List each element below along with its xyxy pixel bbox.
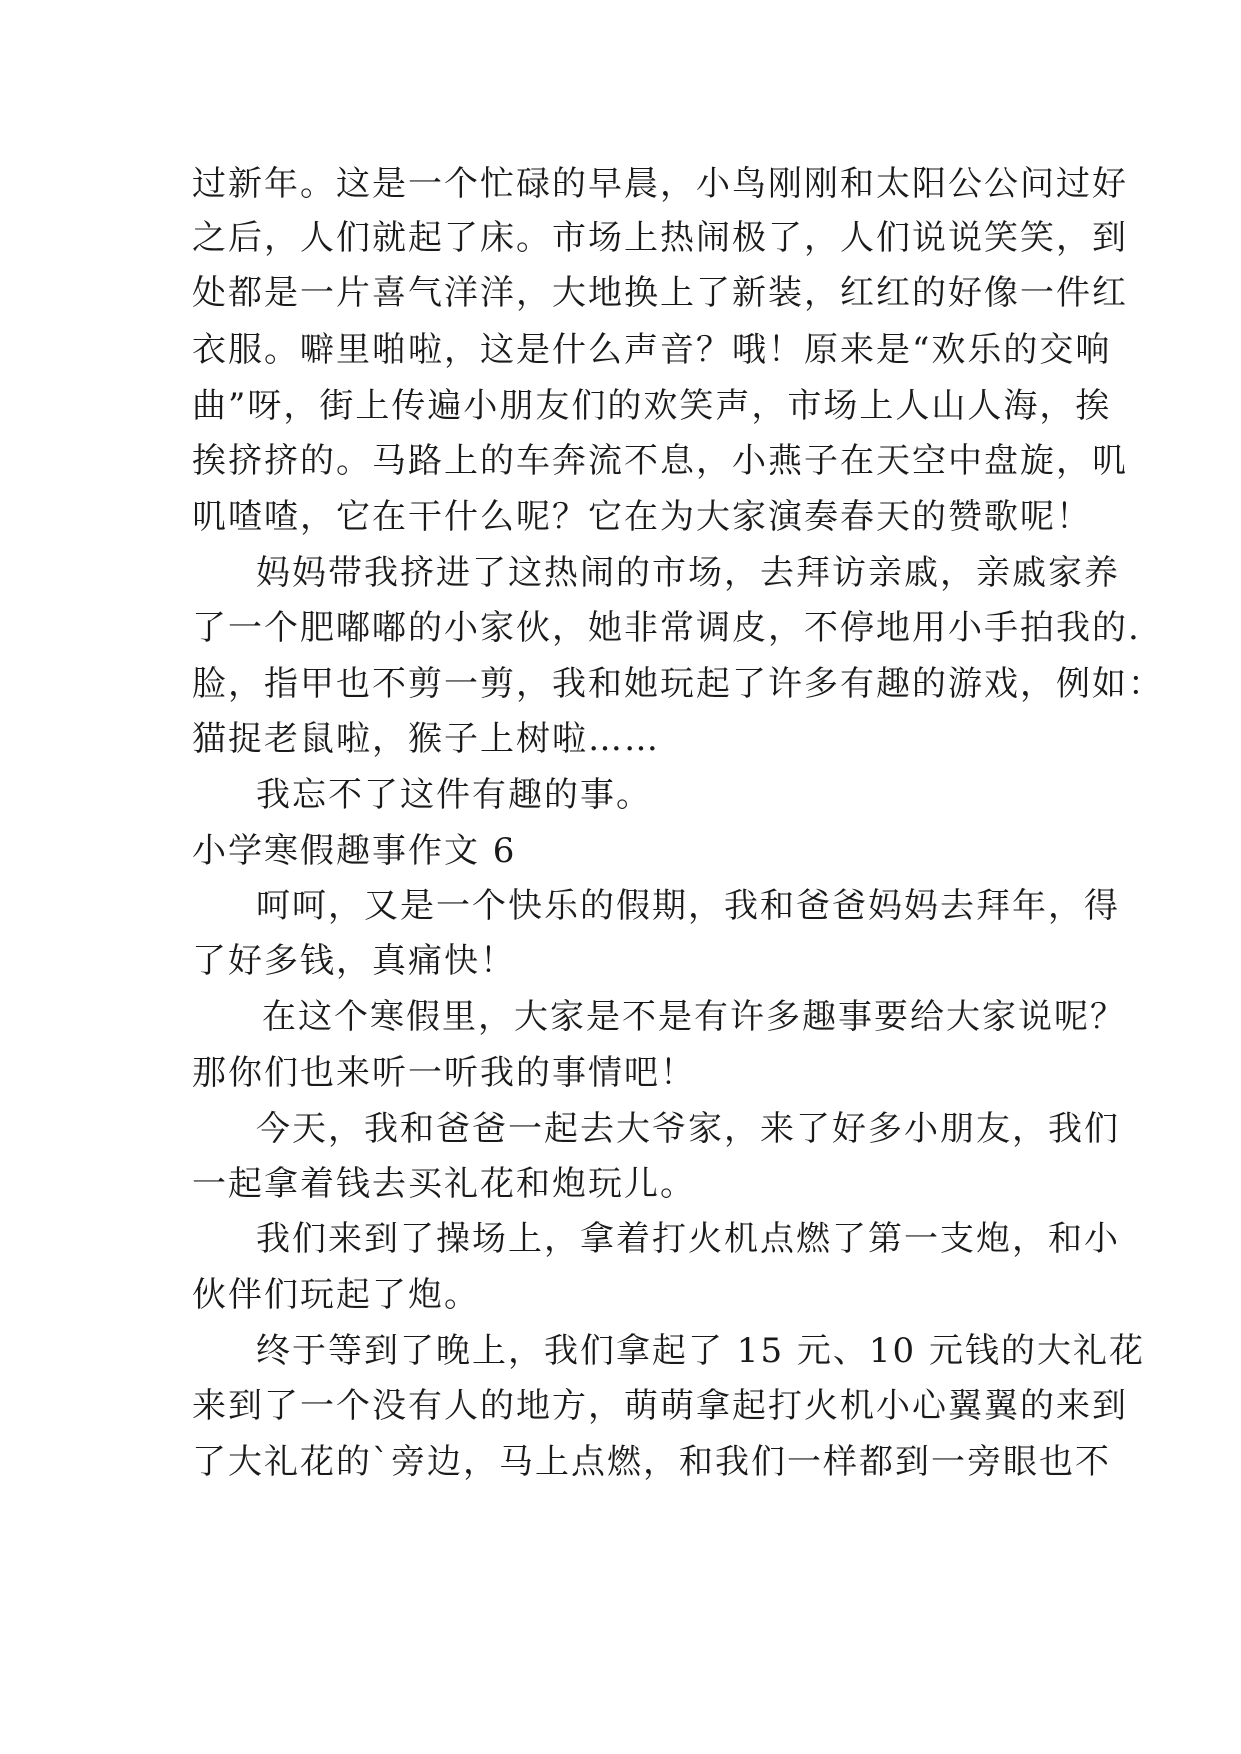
text-line: 一起拿着钱去买礼花和炮玩儿。 <box>192 1164 696 1204</box>
paragraph-start-line: 呵呵，又是一个快乐的假期，我和爸爸妈妈去拜年，得 <box>256 886 1120 926</box>
text-line: 伙伴们玩起了炮。 <box>192 1275 480 1315</box>
paragraph-start-line: 今天，我和爸爸一起去大爷家，来了好多小朋友，我们 <box>256 1109 1120 1149</box>
text-line: 猫捉老鼠啦，猴子上树啦…… <box>192 719 660 759</box>
text-line: 挨挤挤的。马路上的车奔流不息，小燕子在天空中盘旋，叽 <box>192 441 1128 481</box>
text-line: 了大礼花的`旁边，马上点燃，和我们一样都到一旁眼也不 <box>192 1442 1111 1482</box>
text-line: 叽喳喳，它在干什么呢？它在为大家演奏春天的赞歌呢！ <box>192 497 1092 537</box>
paragraph-start-line: 终于等到了晚上，我们拿起了 15 元、10 元钱的大礼花 <box>256 1331 1145 1371</box>
text-line: 之后，人们就起了床。市场上热闹极了，人们说说笑笑，到 <box>192 218 1128 258</box>
text-line: 处都是一片喜气洋洋，大地换上了新装，红红的好像一件红 <box>192 273 1128 313</box>
text-line: 衣服。噼里啪啦，这是什么声音？哦！原来是“欢乐的交响 <box>192 330 1112 370</box>
paragraph-start-line: 我忘不了这件有趣的事。 <box>256 775 652 815</box>
paragraph-start-line: 我们来到了操场上，拿着打火机点燃了第一支炮，和小 <box>256 1219 1120 1259</box>
text-line: 过新年。这是一个忙碌的早晨，小鸟刚刚和太阳公公问过好 <box>192 164 1128 204</box>
text-line: 来到了一个没有人的地方，萌萌拿起打火机小心翼翼的来到 <box>192 1386 1128 1426</box>
text-line: 了一个肥嘟嘟的小家伙，她非常调皮，不停地用小手拍我的. <box>192 608 1141 648</box>
text-line: 了好多钱，真痛快！ <box>192 941 516 981</box>
text-line: 脸，指甲也不剪一剪，我和她玩起了许多有趣的游戏，例如： <box>192 664 1164 704</box>
text-line: 曲”呀，街上传遍小朋友们的欢笑声，市场上人山人海，挨 <box>192 386 1112 426</box>
section-heading: 小学寒假趣事作文 6 <box>192 831 517 871</box>
text-line: 那你们也来听一听我的事情吧！ <box>192 1053 696 1093</box>
paragraph-start-line: 在这个寒假里，大家是不是有许多趣事要给大家说呢？ <box>262 997 1126 1037</box>
paragraph-start-line: 妈妈带我挤进了这热闹的市场，去拜访亲戚，亲戚家养 <box>256 553 1120 593</box>
